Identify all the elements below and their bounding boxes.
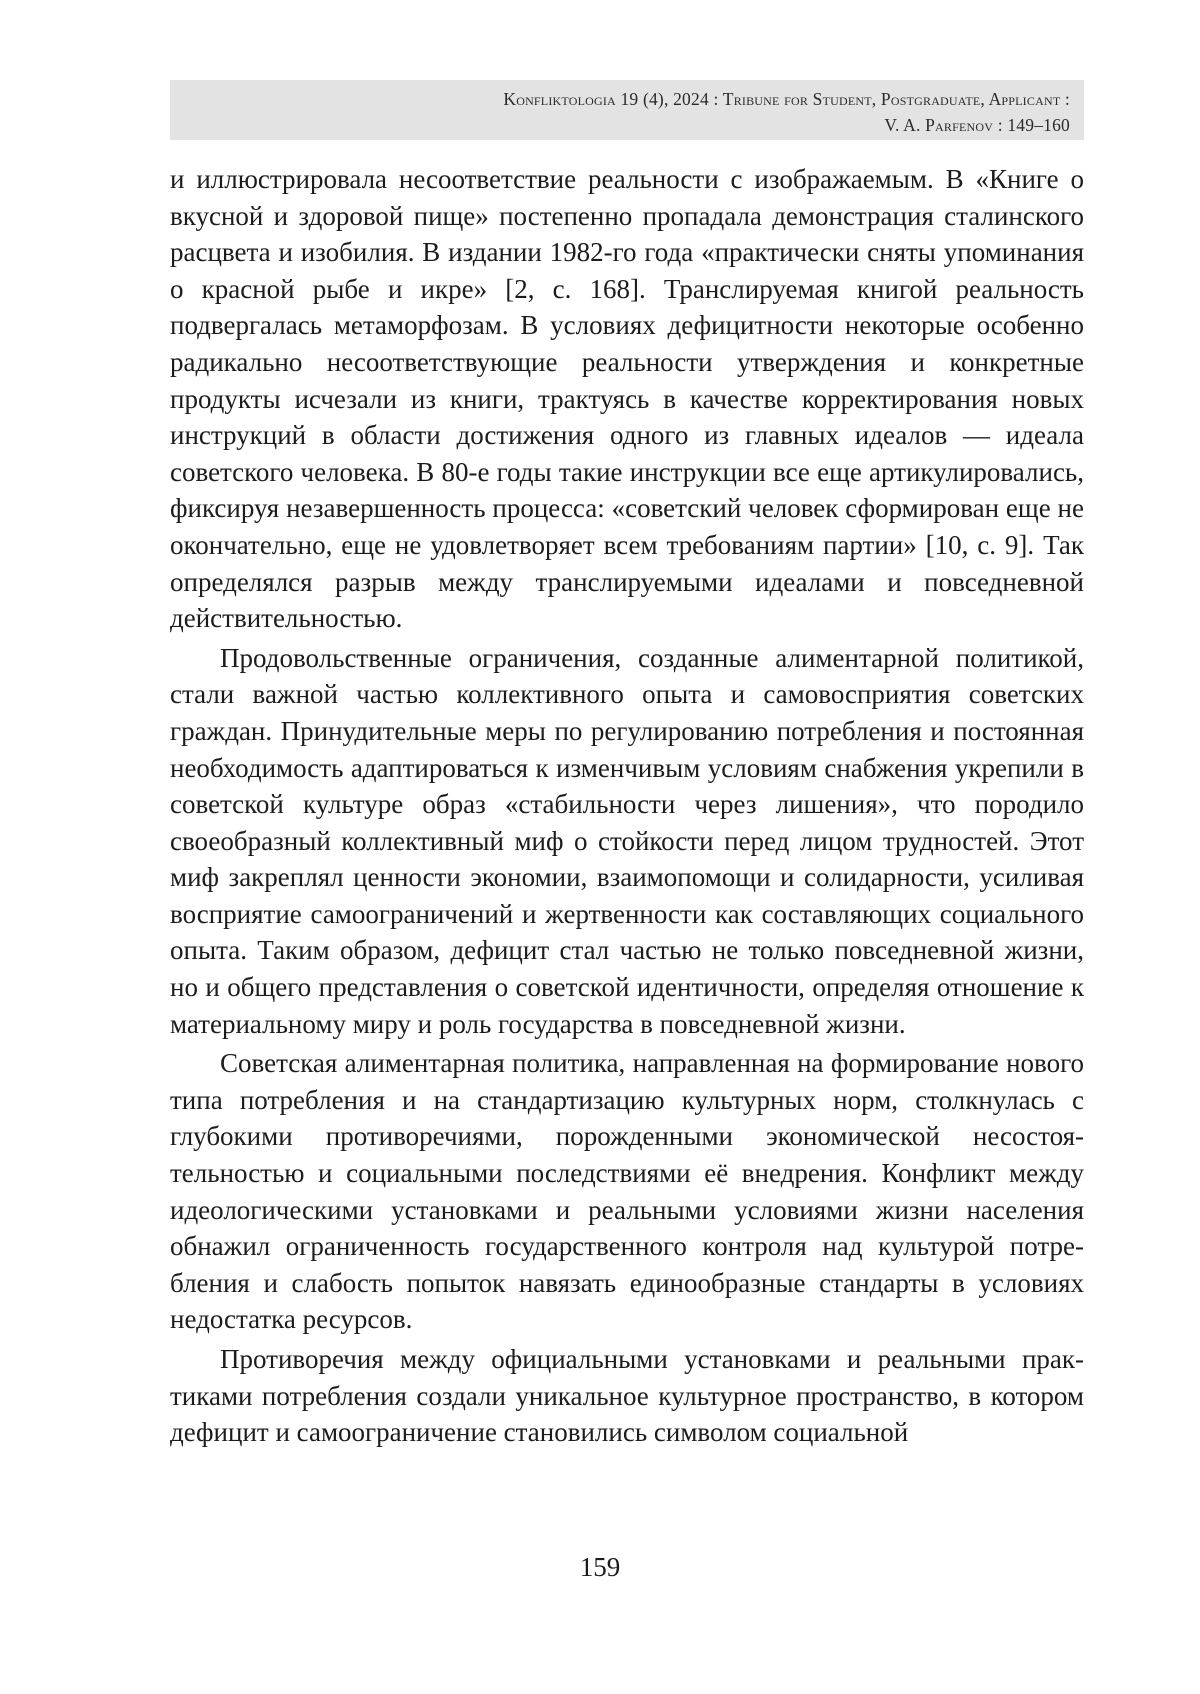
running-header-author-line: V. A. Parfenov : 149–160	[884, 115, 1070, 135]
body-paragraph-1: и иллюстрировала несоответствие реальности с изображаемым. В «Книге о вкусной и здоровой пище» постепенно пропадала демонстрация сталинского расцвета и изобилия. В издании 1982-го года «практически сняты упоминания о красной рыбе и икре» [2, с. 168]. Транслируемая книгой реальность подвергалась метаморфозам. В условиях дефицитности некоторые особенно радикально несоответствующие реальности утверждения и конкретные продукты исчезали из книги, трактуясь в качестве корректирования новых инструкций в области достижения одного из главных идеалов — идеала советского человека. В 80-е годы такие инструкции все еще артикулировались, фиксируя незавершенность процесса: «советский человек сформирован еще не окончательно, еще не удовлетворяет всем требованиям партии» [10, с. 9]. Так определялся разрыв между транслируемыми идеалами и повседневной действительностью.	[170, 164, 1084, 634]
article-body	[170, 161, 1084, 1454]
body-paragraph-2: Продовольственные ограничения, созданные алиментарной политикой, стали важной частью коллективного опыта и самовосприятия советских граждан. Принудительные меры по регулированию потребления и постоянная необходимость адаптироваться к изменчивым условиям снабжения укрепили в советской культуре образ «стабильности через лишения», что породило своеобразный коллективный миф о стойкости перед лицом трудностей. Этот миф закреплял ценности экономии, взаимопомощи и солидарности, усиливая восприятие самоограничений и жертвенности как составляющих социального опыта. Таким образом, дефицит стал частью не только повседневной жизни, но и общего представления о советской идентичности, определяя отношение к материальному миру и роль государства в повседневной жизни.	[170, 642, 1084, 1039]
running-header	[170, 80, 1084, 140]
body-paragraph-3: Советская алиментарная политика, направленная на формирование нового типа потребления и на стандартизацию культурных норм, столкнулась с глубокими противоречиями, порожденными экономической несостоятельностью и социальными последствиями её внедрения. Конфликт между идеологическими установками и реальными условиями жизни населения обнажил ограниченность государственного контроля над культурой потребления и слабость попыток навязать единообразные стандарты в условиях недостатка ресурсов.	[170, 1048, 1084, 1335]
running-header-journal-line: Konfliktologia 19 (4), 2024 : Tribune for Student, Postgraduate, Applicant :	[503, 89, 1070, 109]
page-number: 159	[579, 1552, 621, 1582]
body-paragraph-4: Противоречия между официальными установками и реальными практиками потребления создали уникальное культурное пространство, в котором дефицит и самоограничение становились символом социальной	[170, 1344, 1084, 1448]
